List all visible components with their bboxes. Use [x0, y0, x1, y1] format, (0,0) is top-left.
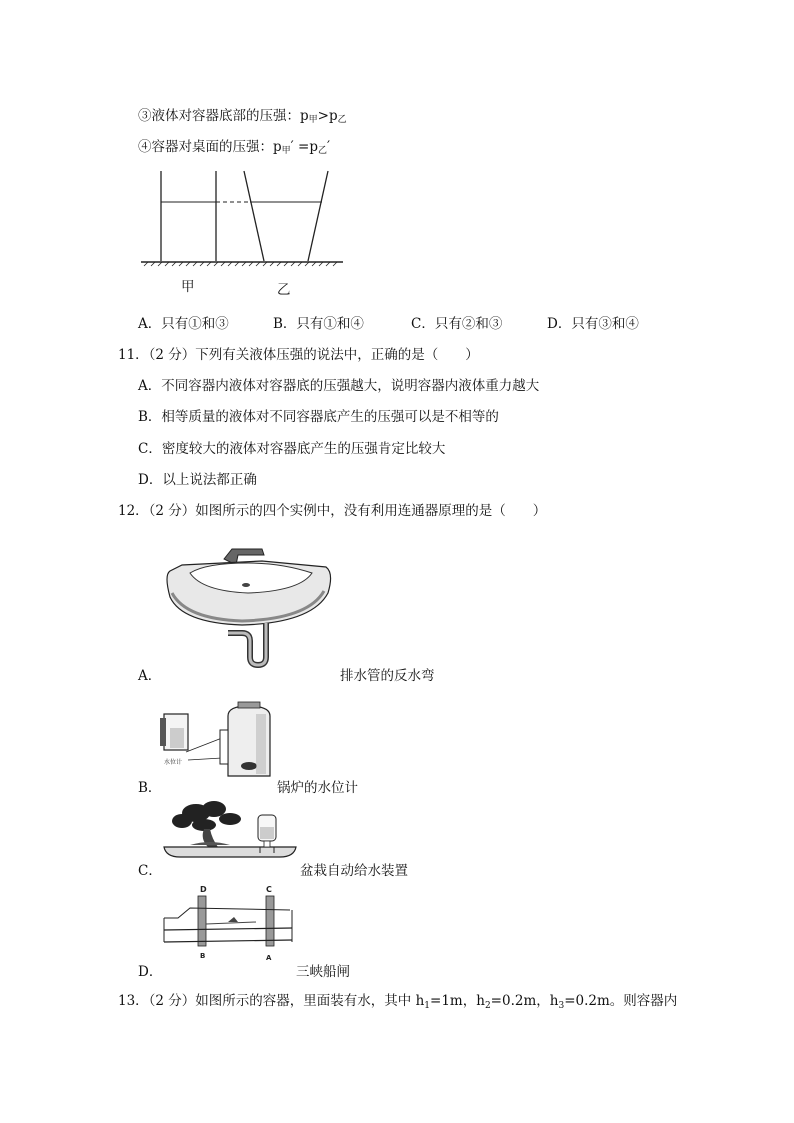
lock-label-bottom-left: B: [200, 952, 206, 960]
q12-stem: 12．（2 分）如图所示的四个实例中，没有利用连通器原理的是（ ）: [118, 503, 547, 519]
lock-label-top-right: C: [266, 885, 272, 894]
boiler-gauge-label: 水位计: [164, 759, 183, 766]
q10-option-a[interactable]: A．只有①和③: [138, 316, 229, 332]
lock-label-top-left: D: [200, 885, 207, 894]
q12-option-d-caption: 三峡船闸: [296, 964, 350, 980]
q12-bonsai-image: [160, 795, 300, 865]
q11-option-b[interactable]: B．相等质量的液体对不同容器底产生的压强可以是不相等的: [138, 409, 499, 425]
q11-stem: 11．（2 分）下列有关液体压强的说法中，正确的是（ ）: [118, 347, 479, 363]
q10-statement-3: ③液体对容器底部的压强：p甲>p乙: [138, 108, 347, 125]
q10-option-c[interactable]: C．只有②和③: [411, 316, 503, 332]
q12-sink-image: [162, 545, 338, 670]
q12-option-b-letter[interactable]: B．: [138, 780, 162, 796]
lock-label-bottom-right: A: [266, 954, 272, 962]
q12-option-c-letter[interactable]: C．: [138, 863, 162, 879]
q12-option-d-letter[interactable]: D．: [138, 964, 163, 980]
q10-figure-label-jia: 甲: [181, 279, 195, 295]
q12-boiler-image: [158, 700, 278, 782]
q11-option-c[interactable]: C．密度较大的液体对容器底产生的压强肯定比较大: [138, 441, 446, 457]
q12-option-c-caption: 盆栽自动给水装置: [300, 863, 408, 879]
q12-ship-lock-image: [160, 880, 296, 962]
q11-option-a[interactable]: A．不同容器内液体对容器底的压强越大，说明容器内液体重力越大: [138, 378, 540, 394]
q10-option-d[interactable]: D．只有③和④: [547, 316, 639, 332]
q13-stem: 13．（2 分）如图所示的容器，里面装有水，其中 $h_1=1m$，$h_2=0.2m$，$h_3=0.2m$。则容器内: [118, 993, 678, 1011]
q10-statement-4: ④容器对桌面的压强：p甲′ =p乙′: [138, 139, 331, 156]
q10-figure-label-yi: 乙: [277, 282, 291, 298]
q12-option-a-letter[interactable]: A．: [138, 668, 162, 684]
q12-option-b-caption: 锅炉的水位计: [277, 780, 358, 796]
q10-containers-figure: [138, 168, 348, 268]
q10-option-b[interactable]: B．只有①和④: [273, 316, 364, 332]
q11-option-d[interactable]: D．以上说法都正确: [138, 472, 257, 488]
q12-option-a-caption: 排水管的反水弯: [340, 668, 435, 684]
